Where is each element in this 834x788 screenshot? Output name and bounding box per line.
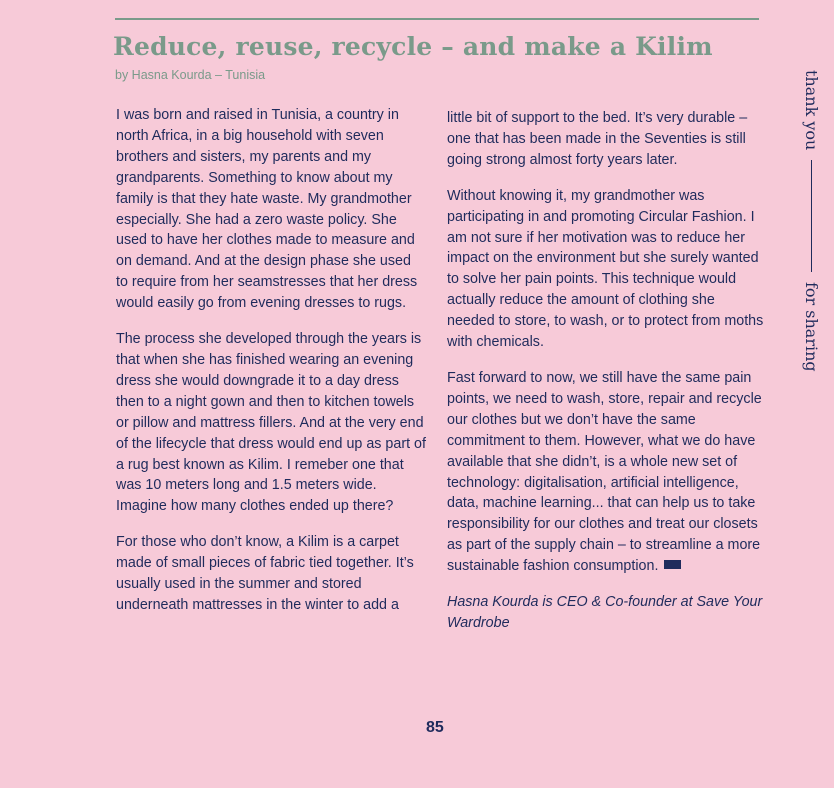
- paragraph: The process she developed through the years is that when she has finished wearing an evening dress she would downgrade it to a day dress then to a night gown and then to kitchen towels or pillow and mattress fillers. And at the very end of the lifecycle that dress would end up as part of a rug best known as Kilim. I remeber one that was 10 meters long and 1.5 meters wide. Imagine how many clothes ended up there?: [116, 331, 426, 515]
- right-column: [447, 108, 765, 649]
- paragraph-with-end-mark: [447, 368, 765, 577]
- author-credit: Hasna Kourda is CEO & Co-founder at Save Your Wardrobe: [447, 594, 763, 631]
- side-banner-text-top: thank you: [802, 70, 821, 151]
- paragraph-text: Fast forward to now, we still have the same pain points, we need to wash, store, repair and recycle our clothes but we don’t have the same commitment to them. However, what we do have available that she didn’t, is a whole new set of technology: digitalisation, artificial intelligence, data, machine learning... that can help us to take responsibility for our clothes and treat our closets as part of the supply chain – to streamline a more sustainable fashion consumption.: [447, 369, 762, 575]
- paragraph: Without knowing it, my grandmother was participating in and promoting Circular Fashion. I am not sure if her motivation was to reduce her impact on the environment but she surely wanted to solve her pain points. This technique would actually reduce the amount of clothing she needed to store, to wash, or to protect from moths with chemicals.: [447, 187, 764, 351]
- side-banner-text-bottom: for sharing: [802, 282, 821, 372]
- article-byline: by Hasna Kourda – Tunisia: [115, 68, 266, 82]
- paragraph: For those who don’t know, a Kilim is a carpet made of small pieces of fabric tied together. It’s usually used in the summer and stored underneath mattresses in the winter to add a: [116, 534, 414, 613]
- left-column: [116, 105, 426, 631]
- side-banner-line: [811, 160, 812, 272]
- paragraph: little bit of support to the bed. It’s very durable – one that has been made in the Seventies is still going strong almost forty years later.: [447, 110, 748, 168]
- top-rule: [115, 18, 759, 20]
- side-banner: [802, 70, 821, 372]
- article-title: Reduce, reuse, recycle – and make a Kilim: [113, 32, 713, 61]
- paragraph: I was born and raised in Tunisia, a country in north Africa, in a big household with seven brothers and sisters, my parents and my grandparents. Something to know about my family is that they hate waste. My grandmother especially. She had a zero waste policy. She used to have her clothes made to measure and on demand. And at the design phase she used to require from her seamstresses that her dress would easily go from evening dresses to rugs.: [116, 107, 418, 312]
- end-of-article-mark: [664, 560, 681, 569]
- page-number: 85: [426, 719, 444, 736]
